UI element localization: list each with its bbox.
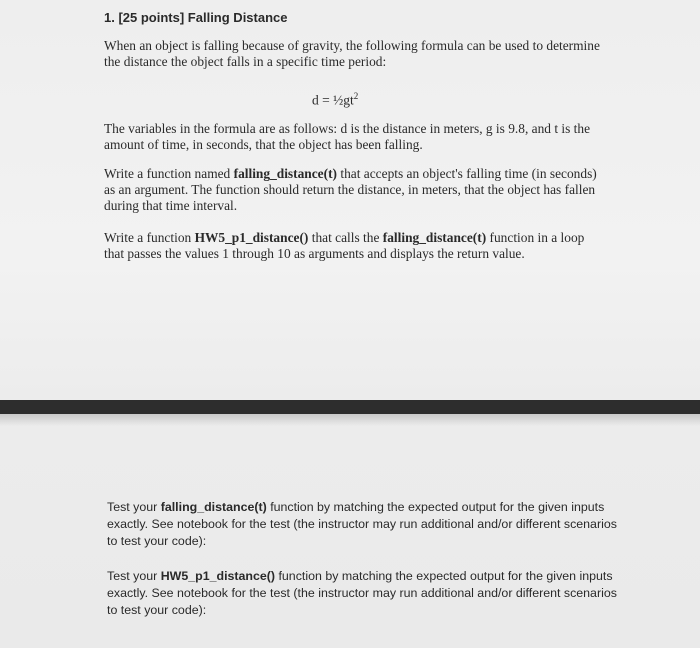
- task2-before: Write a function: [104, 230, 195, 245]
- task2-function-name-2: falling_distance(t): [382, 230, 487, 245]
- task2-paragraph: [104, 230, 604, 262]
- task2-after: function in a loop that passes the values 1 through 10 as arguments and displays the return value.: [104, 230, 585, 261]
- task1-after: that accepts an object's falling time (in seconds) as an argument. The function should return the distance, in meters, that the object has fallen during that time interval.: [104, 166, 597, 213]
- test1-function-name: falling_distance(t): [160, 500, 267, 514]
- distance-formula: [312, 91, 358, 109]
- task1-function-name: falling_distance(t): [233, 166, 338, 181]
- problem-number: 1.: [104, 10, 115, 25]
- test1-before: Test your: [107, 500, 161, 514]
- test2-before: Test your: [107, 569, 161, 583]
- page-divider-shadow: [0, 414, 700, 426]
- task1-paragraph: [104, 166, 604, 214]
- test1-after: function by matching the expected output for the given inputs exactly. See notebook for the test (the instructor may run additional and/or different scenarios to test your code):: [107, 500, 617, 548]
- test2-function-name: HW5_p1_distance(): [160, 569, 276, 583]
- formula-exponent: 2: [353, 91, 359, 101]
- formula-base: d = ½gt: [312, 92, 354, 108]
- task2-function-name-1: HW5_p1_distance(): [194, 230, 309, 245]
- task1-before: Write a function named: [104, 166, 234, 181]
- intro-paragraph: When an object is falling because of gravity, the following formula can be used to determine the distance the object falls in a specific time period:: [104, 38, 600, 69]
- page-divider-bar: [0, 400, 700, 414]
- problem-title: [25 points] Falling Distance: [118, 10, 288, 25]
- problem-heading: [104, 10, 288, 25]
- test1-paragraph: [107, 499, 627, 550]
- test2-after: function by matching the expected output for the given inputs exactly. See notebook for the test (the instructor may run additional and/or different scenarios to test your code):: [107, 569, 617, 617]
- variables-paragraph: The variables in the formula are as follows: d is the distance in meters, g is 9.8, and t is the amount of time, in seconds, that the object has been falling.: [104, 121, 591, 152]
- task2-middle: that calls the: [308, 230, 383, 245]
- test2-paragraph: [107, 568, 627, 619]
